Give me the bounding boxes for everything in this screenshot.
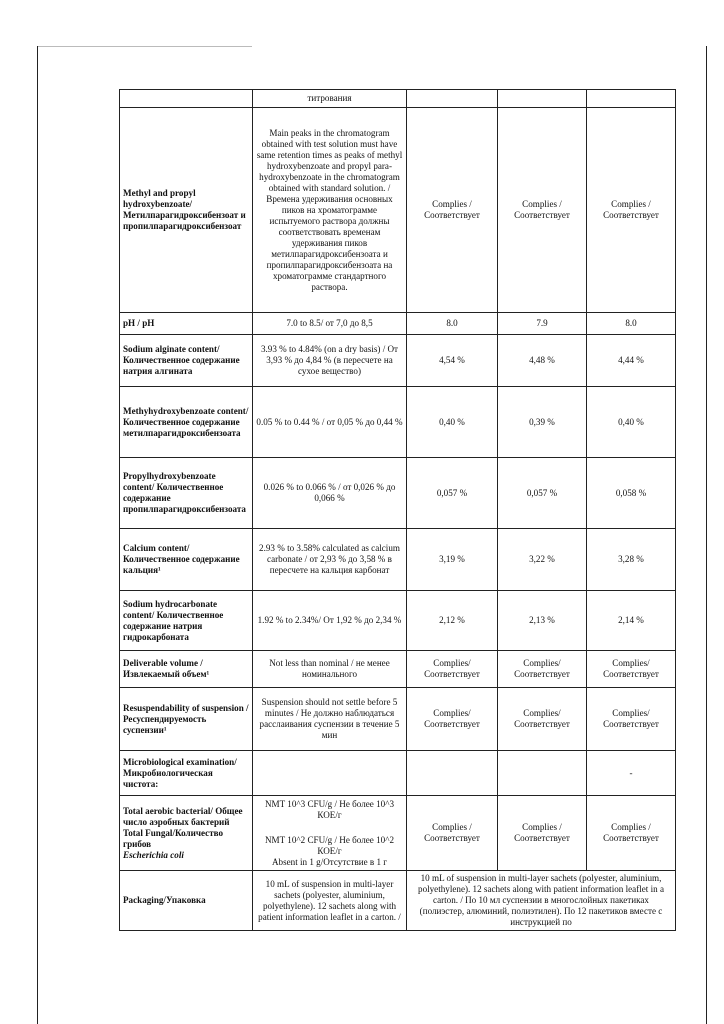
result-cell bbox=[498, 751, 587, 796]
tamc-spec: NMT 10^3 CFU/g / Не более 10^3 КОЕ/г bbox=[264, 798, 395, 820]
table-row-titration bbox=[120, 90, 676, 108]
result-cell-merged: 10 mL of suspension in multi-layer sachets (polyester, aluminium, polyethylene). 12 sachets along with patient information leaflet in a carton. / По 10 мл суспензии в многослойных пакетиках (полиэстер, алюминий, полиэтилен). По 12 пакетиков вместе с инструкцией по bbox=[407, 871, 676, 931]
ecoli-spec: Absent in 1 g/Отсутствие в 1 г bbox=[271, 856, 388, 867]
result-cell bbox=[407, 90, 498, 108]
result-cell: Complies/ Соответствует bbox=[587, 651, 676, 688]
result-cell: 7.9 bbox=[498, 313, 587, 335]
spec-cell: титрования bbox=[253, 90, 407, 108]
spec-cell: 10 mL of suspension in multi-layer sachets (polyester, aluminium, polyethylene). 12 sachets along with patient information leaflet in a carton. / bbox=[253, 871, 407, 931]
result-cell: 0,057 % bbox=[407, 458, 498, 529]
param-cell bbox=[120, 90, 253, 108]
param-cell: pH / pH bbox=[120, 313, 253, 335]
page-frame-left-line bbox=[37, 46, 38, 1024]
param-cell: Deliverable volume / Извлекаемый объем¹ bbox=[120, 651, 253, 688]
result-cell: 4,44 % bbox=[587, 335, 676, 387]
table-row-methylhydroxybenzoate bbox=[120, 387, 676, 458]
result-cell: 4,48 % bbox=[498, 335, 587, 387]
result-cell: Complies / Соответствует bbox=[407, 796, 498, 871]
result-cell: 0,40 % bbox=[407, 387, 498, 458]
param-cell bbox=[120, 796, 253, 871]
param-cell bbox=[120, 751, 253, 796]
param-cell: Methyhydroxybenzoate content/ Количественное содержание метилпарагидроксибензоата bbox=[120, 387, 253, 458]
spec-cell: 0.05 % to 0.44 % / от 0,05 % до 0,44 % bbox=[253, 387, 407, 458]
result-cell: 2,13 % bbox=[498, 591, 587, 651]
table-row-methyl-propyl bbox=[120, 108, 676, 313]
table-row-propylhydroxybenzoate bbox=[120, 458, 676, 529]
result-cell: Complies/ Соответствует bbox=[498, 688, 587, 751]
result-cell: Complies/ Соответствует bbox=[498, 651, 587, 688]
dash-mark: - bbox=[629, 767, 633, 778]
spec-cell: 3.93 % to 4.84% (on a dry basis) / От 3,93 % до 4,84 % (в пересчете на сухое вещество) bbox=[253, 335, 407, 387]
param-cell: Sodium alginate content/ Количественное содержание натрия алгината bbox=[120, 335, 253, 387]
result-cell bbox=[498, 90, 587, 108]
result-cell: 0,39 % bbox=[498, 387, 587, 458]
tymc-spec: NMT 10^2 CFU/g / Не более 10^2 КОЕ/г bbox=[264, 834, 395, 856]
result-cell: Complies / Соответствует bbox=[498, 796, 587, 871]
param-cell: Packaging/Упаковка bbox=[120, 871, 253, 931]
result-cell: Complies / Соответствует bbox=[407, 108, 498, 313]
result-cell: Complies/ Соответствует bbox=[587, 688, 676, 751]
table-row-microbiological bbox=[120, 751, 676, 796]
result-cell: Complies / Соответствует bbox=[587, 796, 676, 871]
table-row-packaging bbox=[120, 871, 676, 931]
spacer bbox=[256, 821, 403, 835]
param-cell: Resuspendability of suspension / Ресуспендируемость суспензии¹ bbox=[120, 688, 253, 751]
result-cell: Complies / Соответствует bbox=[498, 108, 587, 313]
result-cell: 0,058 % bbox=[587, 458, 676, 529]
result-cell: 3,28 % bbox=[587, 529, 676, 591]
spec-cell: Not less than nominal / не менее номинального bbox=[253, 651, 407, 688]
page-frame-right-line bbox=[706, 46, 707, 1024]
param-cell: Propylhydroxybenzoate content/ Количественное содержание пропилпарагидроксибензоата bbox=[120, 458, 253, 529]
result-cell: 4,54 % bbox=[407, 335, 498, 387]
spec-cell: 2.93 % to 3.58% calculated as calcium carbonate / от 2,93 % до 3,58 % в пересчете на кальция карбонат bbox=[253, 529, 407, 591]
table-row-microbial-limits bbox=[120, 796, 676, 871]
spec-cell: 7.0 to 8.5/ от 7,0 до 8,5 bbox=[253, 313, 407, 335]
table-row-resuspendability bbox=[120, 688, 676, 751]
result-cell: 8.0 bbox=[407, 313, 498, 335]
table-row-sodium-alginate bbox=[120, 335, 676, 387]
tamc-param: Total aerobic bacterial/ Общее число аэробных бактерий bbox=[123, 805, 243, 827]
specification-table-body bbox=[120, 90, 676, 931]
table-row-ph bbox=[120, 313, 676, 335]
table-row-sodium-hydrocarbonate bbox=[120, 591, 676, 651]
result-cell bbox=[407, 751, 498, 796]
specification-table bbox=[119, 89, 676, 931]
result-cell: 3,22 % bbox=[498, 529, 587, 591]
result-cell: 3,19 % bbox=[407, 529, 498, 591]
result-cell: 0,40 % bbox=[587, 387, 676, 458]
spec-cell: 1.92 % to 2.34%/ От 1,92 % до 2,34 % bbox=[253, 591, 407, 651]
page-frame-top-line bbox=[37, 46, 252, 47]
result-cell: 0,057 % bbox=[498, 458, 587, 529]
result-cell: Complies/ Соответствует bbox=[407, 688, 498, 751]
result-cell: 2,12 % bbox=[407, 591, 498, 651]
spec-cell: Main peaks in the chromatogram obtained with test solution must have same retention times as peaks of methyl hydroxybenzoate and propyl para-hydroxybenzoate in the chromatogram obtained with standard solution. / Времена удерживания основных пиков на хроматограмме испытуемого раствора должны соответствовать временам удерживания пиков метилпарагидроксибензоата и пропилпарагидроксибензоата на хроматограмме стандартного раствора. bbox=[253, 108, 407, 313]
result-cell bbox=[587, 90, 676, 108]
result-cell: 2,14 % bbox=[587, 591, 676, 651]
param-cell: Calcium content/ Количественное содержание кальция¹ bbox=[120, 529, 253, 591]
param-text: Microbiological examination/Микробиологическая чистота: bbox=[123, 756, 237, 789]
param-cell: Sodium hydrocarbonate content/ Количественное содержание натрия гидрокарбоната bbox=[120, 591, 253, 651]
spec-cell bbox=[253, 751, 407, 796]
result-cell bbox=[587, 751, 676, 796]
param-cell: Methyl and propyl hydroxybenzoate/ Метилпарагидроксибензоат и пропилпарагидроксибензоат bbox=[120, 108, 253, 313]
table-row-deliverable-volume bbox=[120, 651, 676, 688]
table-row-calcium bbox=[120, 529, 676, 591]
tymc-param: Total Fungal/Количество грибов bbox=[123, 827, 224, 849]
spec-cell: Suspension should not settle before 5 minutes / Не должно наблюдаться расслаивания суспензии в течение 5 мин bbox=[253, 688, 407, 751]
ecoli-param: Escherichia coli bbox=[123, 849, 184, 860]
spec-cell: 0.026 % to 0.066 % / от 0,026 % до 0,066 % bbox=[253, 458, 407, 529]
result-cell: 8.0 bbox=[587, 313, 676, 335]
result-cell: Complies/ Соответствует bbox=[407, 651, 498, 688]
spec-cell bbox=[253, 796, 407, 871]
result-cell: Complies / Соответствует bbox=[587, 108, 676, 313]
